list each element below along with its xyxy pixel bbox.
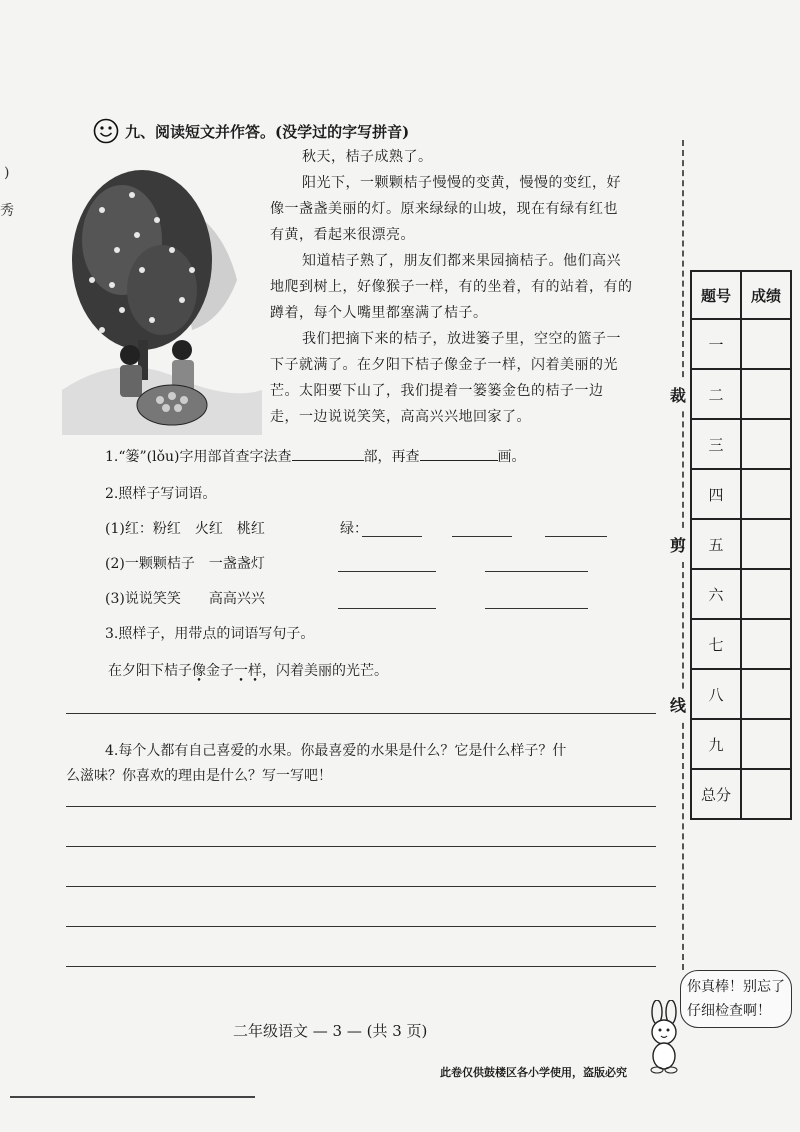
q2-row-2: (2)一颗颗桔子 一盏盏灯 bbox=[105, 556, 265, 572]
passage-line-4: 有黄，看起来很漂亮。 bbox=[270, 227, 415, 243]
q2-row3-blank-2[interactable] bbox=[485, 608, 588, 609]
page-footer: 二年级语文 — 3 — (共 3 页) bbox=[233, 1022, 428, 1040]
section-title-row bbox=[93, 118, 409, 144]
table-row bbox=[691, 619, 791, 669]
q2-row1-blank-3[interactable] bbox=[545, 536, 607, 537]
q2-row2-blank-1[interactable] bbox=[338, 571, 436, 572]
orange-tree-illustration bbox=[62, 150, 262, 435]
speech-bubble bbox=[680, 970, 792, 1028]
q3-dotted-2: 一 bbox=[234, 663, 248, 679]
cut-label-1: 裁 bbox=[670, 380, 686, 409]
table-row bbox=[691, 369, 791, 419]
score-cell-7[interactable] bbox=[741, 619, 791, 669]
score-cell-6[interactable] bbox=[741, 569, 791, 619]
score-cell-4[interactable] bbox=[741, 469, 791, 519]
passage-line-6: 地爬到树上，好像猴子一样，有的坐着，有的站着，有的 bbox=[270, 279, 633, 295]
smiley-icon bbox=[93, 118, 119, 144]
q3-answer-line[interactable] bbox=[66, 713, 656, 714]
score-table-header bbox=[691, 271, 791, 319]
q2-row1-blank-1[interactable] bbox=[362, 536, 422, 537]
row-label-7: 七 bbox=[691, 619, 741, 669]
passage-line-11: 走，一边说说笑笑，高高兴兴地回家了。 bbox=[270, 409, 531, 425]
q3-example-sentence bbox=[108, 660, 388, 680]
question-1 bbox=[105, 446, 526, 466]
row-label-4: 四 bbox=[691, 469, 741, 519]
q1-mid: 部，再查 bbox=[363, 449, 420, 465]
table-row bbox=[691, 569, 791, 619]
q4-answer-line-5[interactable] bbox=[66, 966, 656, 967]
q4-line-2: 么滋味？你喜欢的理由是什么？写一写吧！ bbox=[66, 768, 332, 784]
cut-label-2: 剪 bbox=[670, 530, 686, 559]
q2-row1-blank-2[interactable] bbox=[452, 536, 512, 537]
row-label-total: 总分 bbox=[691, 769, 741, 819]
q1-suffix: 画。 bbox=[497, 449, 526, 465]
score-cell-total[interactable] bbox=[741, 769, 791, 819]
q3-s1: 在夕阳下桔子 bbox=[108, 663, 192, 679]
passage-line-8: 我们把摘下来的桔子，放进篓子里，空空的篮子一 bbox=[302, 331, 621, 347]
cut-label-3: 线 bbox=[670, 690, 686, 719]
q4-line-1: 4.每个人都有自己喜爱的水果。你最喜爱的水果是什么？它是什么样子？什 bbox=[105, 743, 567, 759]
q3-dotted-3: 样 bbox=[248, 663, 262, 679]
bubble-line-2: 仔细检查啊！ bbox=[687, 1003, 771, 1019]
table-row bbox=[691, 319, 791, 369]
row-label-6: 六 bbox=[691, 569, 741, 619]
table-row bbox=[691, 669, 791, 719]
table-row bbox=[691, 519, 791, 569]
passage-line-10: 芒。太阳要下山了，我们提着一篓篓金色的桔子一边 bbox=[270, 383, 604, 399]
edge-char: 秀 bbox=[0, 203, 14, 219]
q1-blank-radical[interactable] bbox=[292, 460, 364, 461]
table-row bbox=[691, 419, 791, 469]
bottom-scan-line bbox=[10, 1096, 255, 1098]
table-row bbox=[691, 719, 791, 769]
row-label-3: 三 bbox=[691, 419, 741, 469]
row-label-8: 八 bbox=[691, 669, 741, 719]
edge-paren: ) bbox=[4, 165, 10, 181]
row-label-5: 五 bbox=[691, 519, 741, 569]
table-row bbox=[691, 769, 791, 819]
q3-s2: 金子 bbox=[206, 663, 234, 679]
row-label-2: 二 bbox=[691, 369, 741, 419]
q2-title: 2.照样子写词语。 bbox=[105, 486, 217, 502]
q3-dotted-1: 像 bbox=[192, 663, 206, 679]
row-label-9: 九 bbox=[691, 719, 741, 769]
passage-line-1: 秋天，桔子成熟了。 bbox=[302, 149, 433, 165]
section-title: 九、阅读短文并作答。(没学过的字写拼音) bbox=[125, 122, 410, 141]
copyright-notice: 此卷仅供鼓楼区各小学使用，盗版必究 bbox=[440, 1066, 627, 1079]
passage-line-9: 下子就满了。在夕阳下桔子像金子一样，闪着美丽的光 bbox=[270, 357, 618, 373]
passage-line-7: 蹲着，每个人嘴里都塞满了桔子。 bbox=[270, 305, 488, 321]
score-cell-5[interactable] bbox=[741, 519, 791, 569]
q3-title: 3.照样子，用带点的词语写句子。 bbox=[105, 626, 315, 642]
bubble-line-1: 你真棒！别忘了 bbox=[687, 979, 785, 995]
header-question-number: 题号 bbox=[691, 271, 741, 319]
score-table bbox=[690, 270, 792, 820]
q1-prefix: 1.“篓”(lǒu)字用部首查字法查 bbox=[105, 449, 292, 465]
rabbit-mascot-icon bbox=[635, 1000, 695, 1075]
q2-row-3: (3)说说笑笑 高高兴兴 bbox=[105, 591, 265, 607]
header-score: 成绩 bbox=[741, 271, 791, 319]
score-cell-8[interactable] bbox=[741, 669, 791, 719]
passage-line-3: 像一盏盏美丽的灯。原来绿绿的山坡，现在有绿有红也 bbox=[270, 201, 618, 217]
passage-line-5: 知道桔子熟了，朋友们都来果园摘桔子。他们高兴 bbox=[302, 253, 621, 269]
score-cell-2[interactable] bbox=[741, 369, 791, 419]
passage-line-2: 阳光下，一颗颗桔子慢慢的变黄，慢慢的变红，好 bbox=[302, 175, 621, 191]
q4-answer-line-1[interactable] bbox=[66, 806, 656, 807]
table-row bbox=[691, 469, 791, 519]
score-cell-9[interactable] bbox=[741, 719, 791, 769]
q2-row-1: (1)红：粉红 火红 桃红 bbox=[105, 521, 265, 537]
score-cell-1[interactable] bbox=[741, 319, 791, 369]
q2-row-1-green: 绿： bbox=[340, 521, 368, 537]
q3-s3: ，闪着美丽的光芒。 bbox=[262, 663, 388, 679]
q2-row2-blank-2[interactable] bbox=[485, 571, 588, 572]
q4-answer-line-3[interactable] bbox=[66, 886, 656, 887]
score-cell-3[interactable] bbox=[741, 419, 791, 469]
row-label-1: 一 bbox=[691, 319, 741, 369]
q2-row3-blank-1[interactable] bbox=[338, 608, 436, 609]
q1-blank-strokes[interactable] bbox=[420, 460, 498, 461]
q4-answer-line-2[interactable] bbox=[66, 846, 656, 847]
q4-answer-line-4[interactable] bbox=[66, 926, 656, 927]
